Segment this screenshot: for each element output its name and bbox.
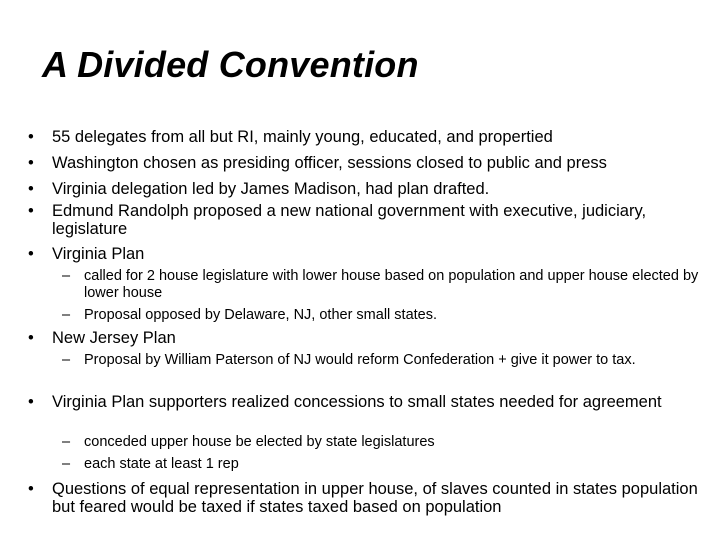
subbullet-one-rep: – each state at least 1 rep <box>84 456 704 473</box>
bullet-concessions: • Virginia Plan supporters realized concessions to small states needed for agreement <box>52 393 702 411</box>
bullet-new-jersey-plan: • New Jersey Plan <box>52 329 702 347</box>
subbullet-upper-house: – conceded upper house be elected by state legislatures <box>84 434 704 451</box>
subbullet-paterson: – Proposal by William Paterson of NJ would reform Confederation + give it power to tax. <box>84 352 704 369</box>
slide-title: A Divided Convention <box>42 44 419 85</box>
subbullet-opposed: – Proposal opposed by Delaware, NJ, other small states. <box>84 307 704 324</box>
bullet-washington: • Washington chosen as presiding officer, sessions closed to public and press <box>52 154 702 172</box>
bullet-delegates: • 55 delegates from all but RI, mainly young, educated, and propertied <box>52 128 702 146</box>
subbullet-two-house: – called for 2 house legislature with lower house based on population and upper house elected by lower house <box>84 268 704 302</box>
bullet-representation: • Questions of equal representation in upper house, of slaves counted in states population but feared would be taxed if states taxed based on population <box>52 480 702 516</box>
bullet-randolph: • Edmund Randolph proposed a new national government with executive, judiciary, legislature <box>52 202 702 238</box>
bullet-madison: • Virginia delegation led by James Madison, had plan drafted. <box>52 180 702 198</box>
bullet-virginia-plan: • Virginia Plan <box>52 245 702 263</box>
